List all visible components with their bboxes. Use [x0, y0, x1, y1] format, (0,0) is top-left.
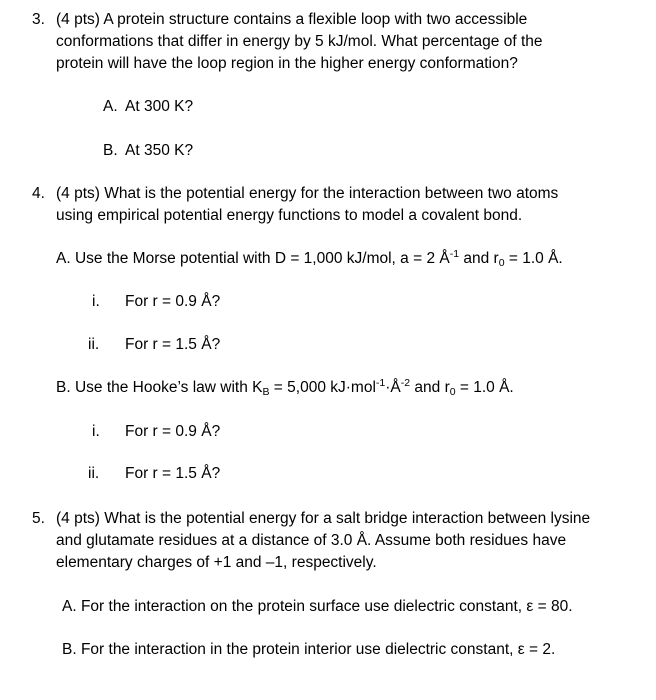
question-3-line-2: conformations that differ in energy by 5 kJ/mol. What percentage of the [56, 33, 543, 50]
hooke-mid-2: ·Å [385, 379, 401, 396]
question-4-line-2: using empirical potential energy functions to model a covalent bond. [56, 207, 523, 224]
hooke-suffix: = 1.0 Å. [455, 379, 514, 396]
hooke-mid-3: and r [410, 379, 450, 396]
question-3-part-b-label: B. [103, 142, 118, 159]
hooke-r0-subscript: 0 [449, 386, 456, 398]
question-3-part-a-text: At 300 K? [125, 98, 194, 115]
question-4-part-a [56, 248, 563, 270]
question-4a-item-i-label: i. [92, 293, 100, 310]
question-5-part-a: A. For the interaction on the protein surface use dielectric constant, ε = 80. [62, 598, 573, 615]
question-5-line-1: (4 pts) What is the potential energy for a salt bridge interaction between lysine [56, 510, 591, 527]
question-4b-item-ii-text: For r = 1.5 Å? [125, 465, 221, 482]
question-4b-item-i-text: For r = 0.9 Å? [125, 423, 221, 440]
hooke-mid-1: = 5,000 kJ·mol [269, 379, 376, 396]
question-4-number: 4. [32, 185, 45, 202]
morse-mid: and r [459, 250, 499, 267]
question-4a-item-ii-text: For r = 1.5 Å? [125, 336, 221, 353]
question-3-line-1: (4 pts) A protein structure contains a flexible loop with two accessible [56, 11, 528, 28]
question-4-part-b [56, 377, 514, 399]
morse-r0-subscript: 0 [498, 257, 505, 269]
question-5-line-2: and glutamate residues at a distance of 3.0 Å. Assume both residues have [56, 532, 567, 549]
hooke-prefix: B. Use the Hooke’s law with K [56, 379, 263, 396]
hooke-kb-subscript: B [262, 386, 270, 398]
morse-prefix: A. Use the Morse potential with D = 1,000 kJ/mol, a = 2 Å [56, 250, 450, 267]
question-4b-item-i-label: i. [92, 423, 100, 440]
question-3-part-b-text: At 350 K? [125, 142, 194, 159]
question-4a-item-i-text: For r = 0.9 Å? [125, 293, 221, 310]
question-3-line-3: protein will have the loop region in the higher energy conformation? [56, 55, 518, 72]
question-3-number: 3. [32, 11, 45, 28]
question-4a-item-ii-label: ii. [88, 336, 100, 353]
question-4-line-1: (4 pts) What is the potential energy for the interaction between two atoms [56, 185, 559, 202]
question-4b-item-ii-label: ii. [88, 465, 100, 482]
question-5-line-3: elementary charges of +1 and –1, respectively. [56, 554, 377, 571]
morse-a-exponent: -1 [449, 248, 460, 260]
hooke-mol-exponent: -1 [375, 377, 386, 389]
question-3-part-a-label: A. [103, 98, 118, 115]
question-5-part-b: B. For the interaction in the protein interior use dielectric constant, ε = 2. [62, 641, 556, 658]
morse-suffix: = 1.0 Å. [504, 250, 563, 267]
question-5-number: 5. [32, 510, 45, 527]
hooke-angstrom-exponent: -2 [400, 377, 411, 389]
